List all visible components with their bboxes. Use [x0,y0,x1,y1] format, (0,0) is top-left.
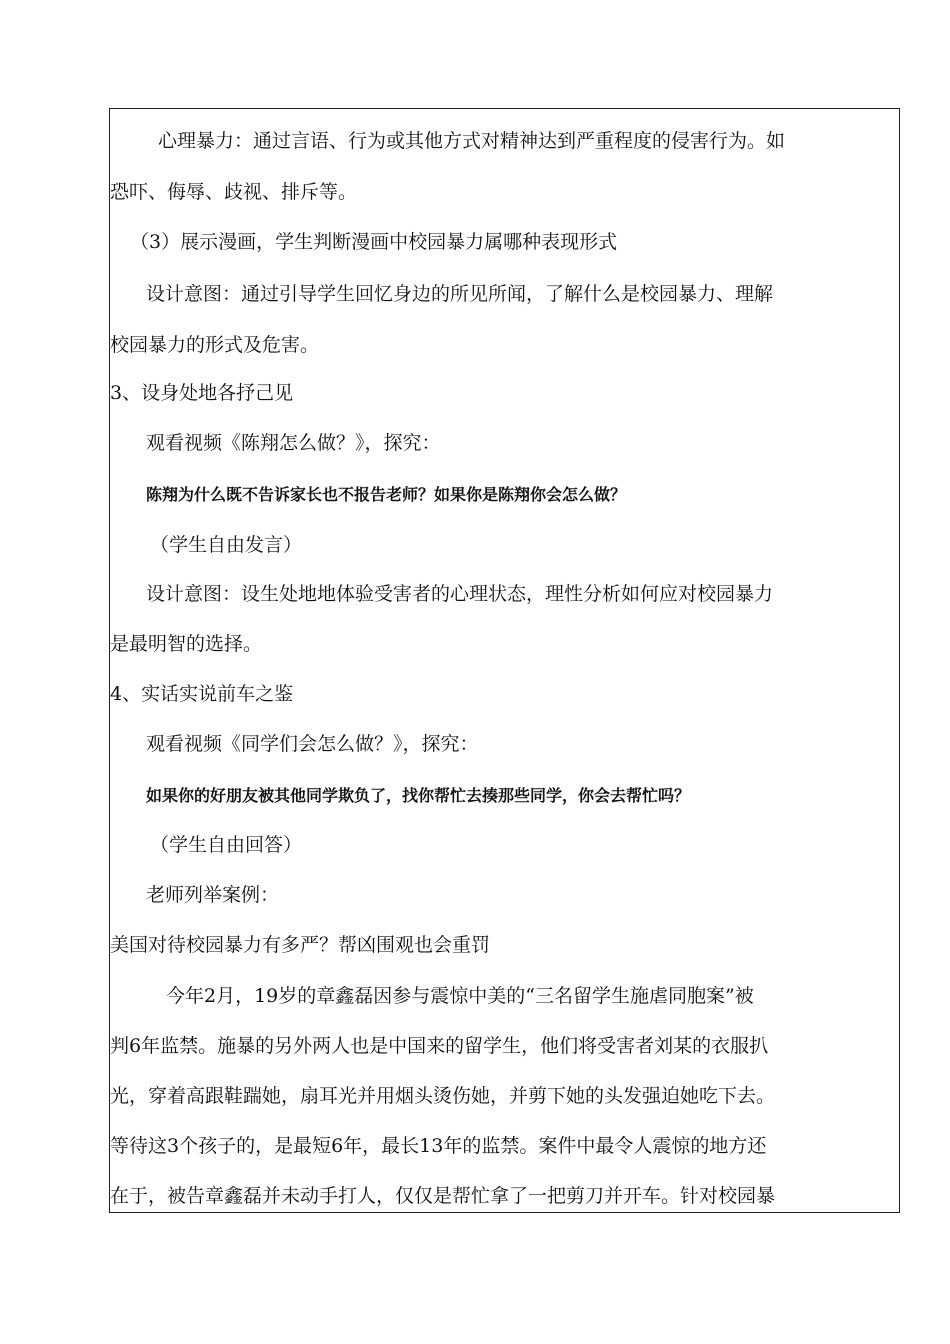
case-body-line-1: 今年2月，19岁的章鑫磊因参与震惊中美的“三名留学生施虐同胞案”被 [166,985,754,1007]
paragraph-psych-violence-2: 恐吓、侮辱、歧视、排斥等。 [110,181,358,203]
case-body-line-2: 判6年监禁。施暴的另外两人也是中国来的留学生，他们将受害者刘某的衣服扒 [110,1035,769,1057]
design-intent-2-line-2: 是最明智的选择。 [110,633,263,655]
students-answer-freely: （学生自由回答） [150,834,303,856]
teacher-case-intro: 老师列举案例： [146,884,280,906]
section-heading-3: 3、设身处地各抒己见 [110,382,294,404]
section-heading-4: 4、实话实说前车之鉴 [110,683,294,705]
case-body-line-4: 等待这3个孩子的，是最短6年，最长13年的监禁。案件中最令人震惊的地方还 [110,1135,767,1157]
case-title: 美国对待校园暴力有多严？帮凶围观也会重罚 [110,934,491,956]
students-speak-freely: （学生自由发言） [150,534,303,556]
case-body-line-5: 在于，被告章鑫磊并未动手打人，仅仅是帮忙拿了一把剪刀并开车。针对校园暴 [110,1185,776,1207]
design-intent-1-line-1: 设计意图：通过引导学生回忆身边的所见所闻，了解什么是校园暴力、理解 [146,283,774,305]
design-intent-1-line-2: 校园暴力的形式及危害。 [110,334,320,356]
paragraph-psych-violence-1: 心理暴力：通过言语、行为或其他方式对精神达到严重程度的侵害行为。如 [158,130,786,152]
design-intent-2-line-1: 设计意图：设生处地地体验受害者的心理状态，理性分析如何应对校园暴力 [146,583,774,605]
case-body-line-3: 光，穿着高跟鞋踹她，扇耳光并用烟头烫伤她，并剪下她的头发强迫她吃下去。 [110,1085,776,1107]
question-good-friend: 如果你的好朋友被其他同学欺负了，找你帮忙去揍那些同学，你会去帮忙吗？ [146,786,691,805]
watch-video-classmates: 观看视频《同学们会怎么做？》，探究： [146,733,479,755]
watch-video-chen-xiang: 观看视频《陈翔怎么做？》，探究： [146,432,441,454]
question-chen-xiang: 陈翔为什么既不告诉家长也不报告老师？如果你是陈翔你会怎么做？ [146,485,627,504]
step-show-comics: （3）展示漫画，学生判断漫画中校园暴力属哪种表现形式 [130,231,618,253]
